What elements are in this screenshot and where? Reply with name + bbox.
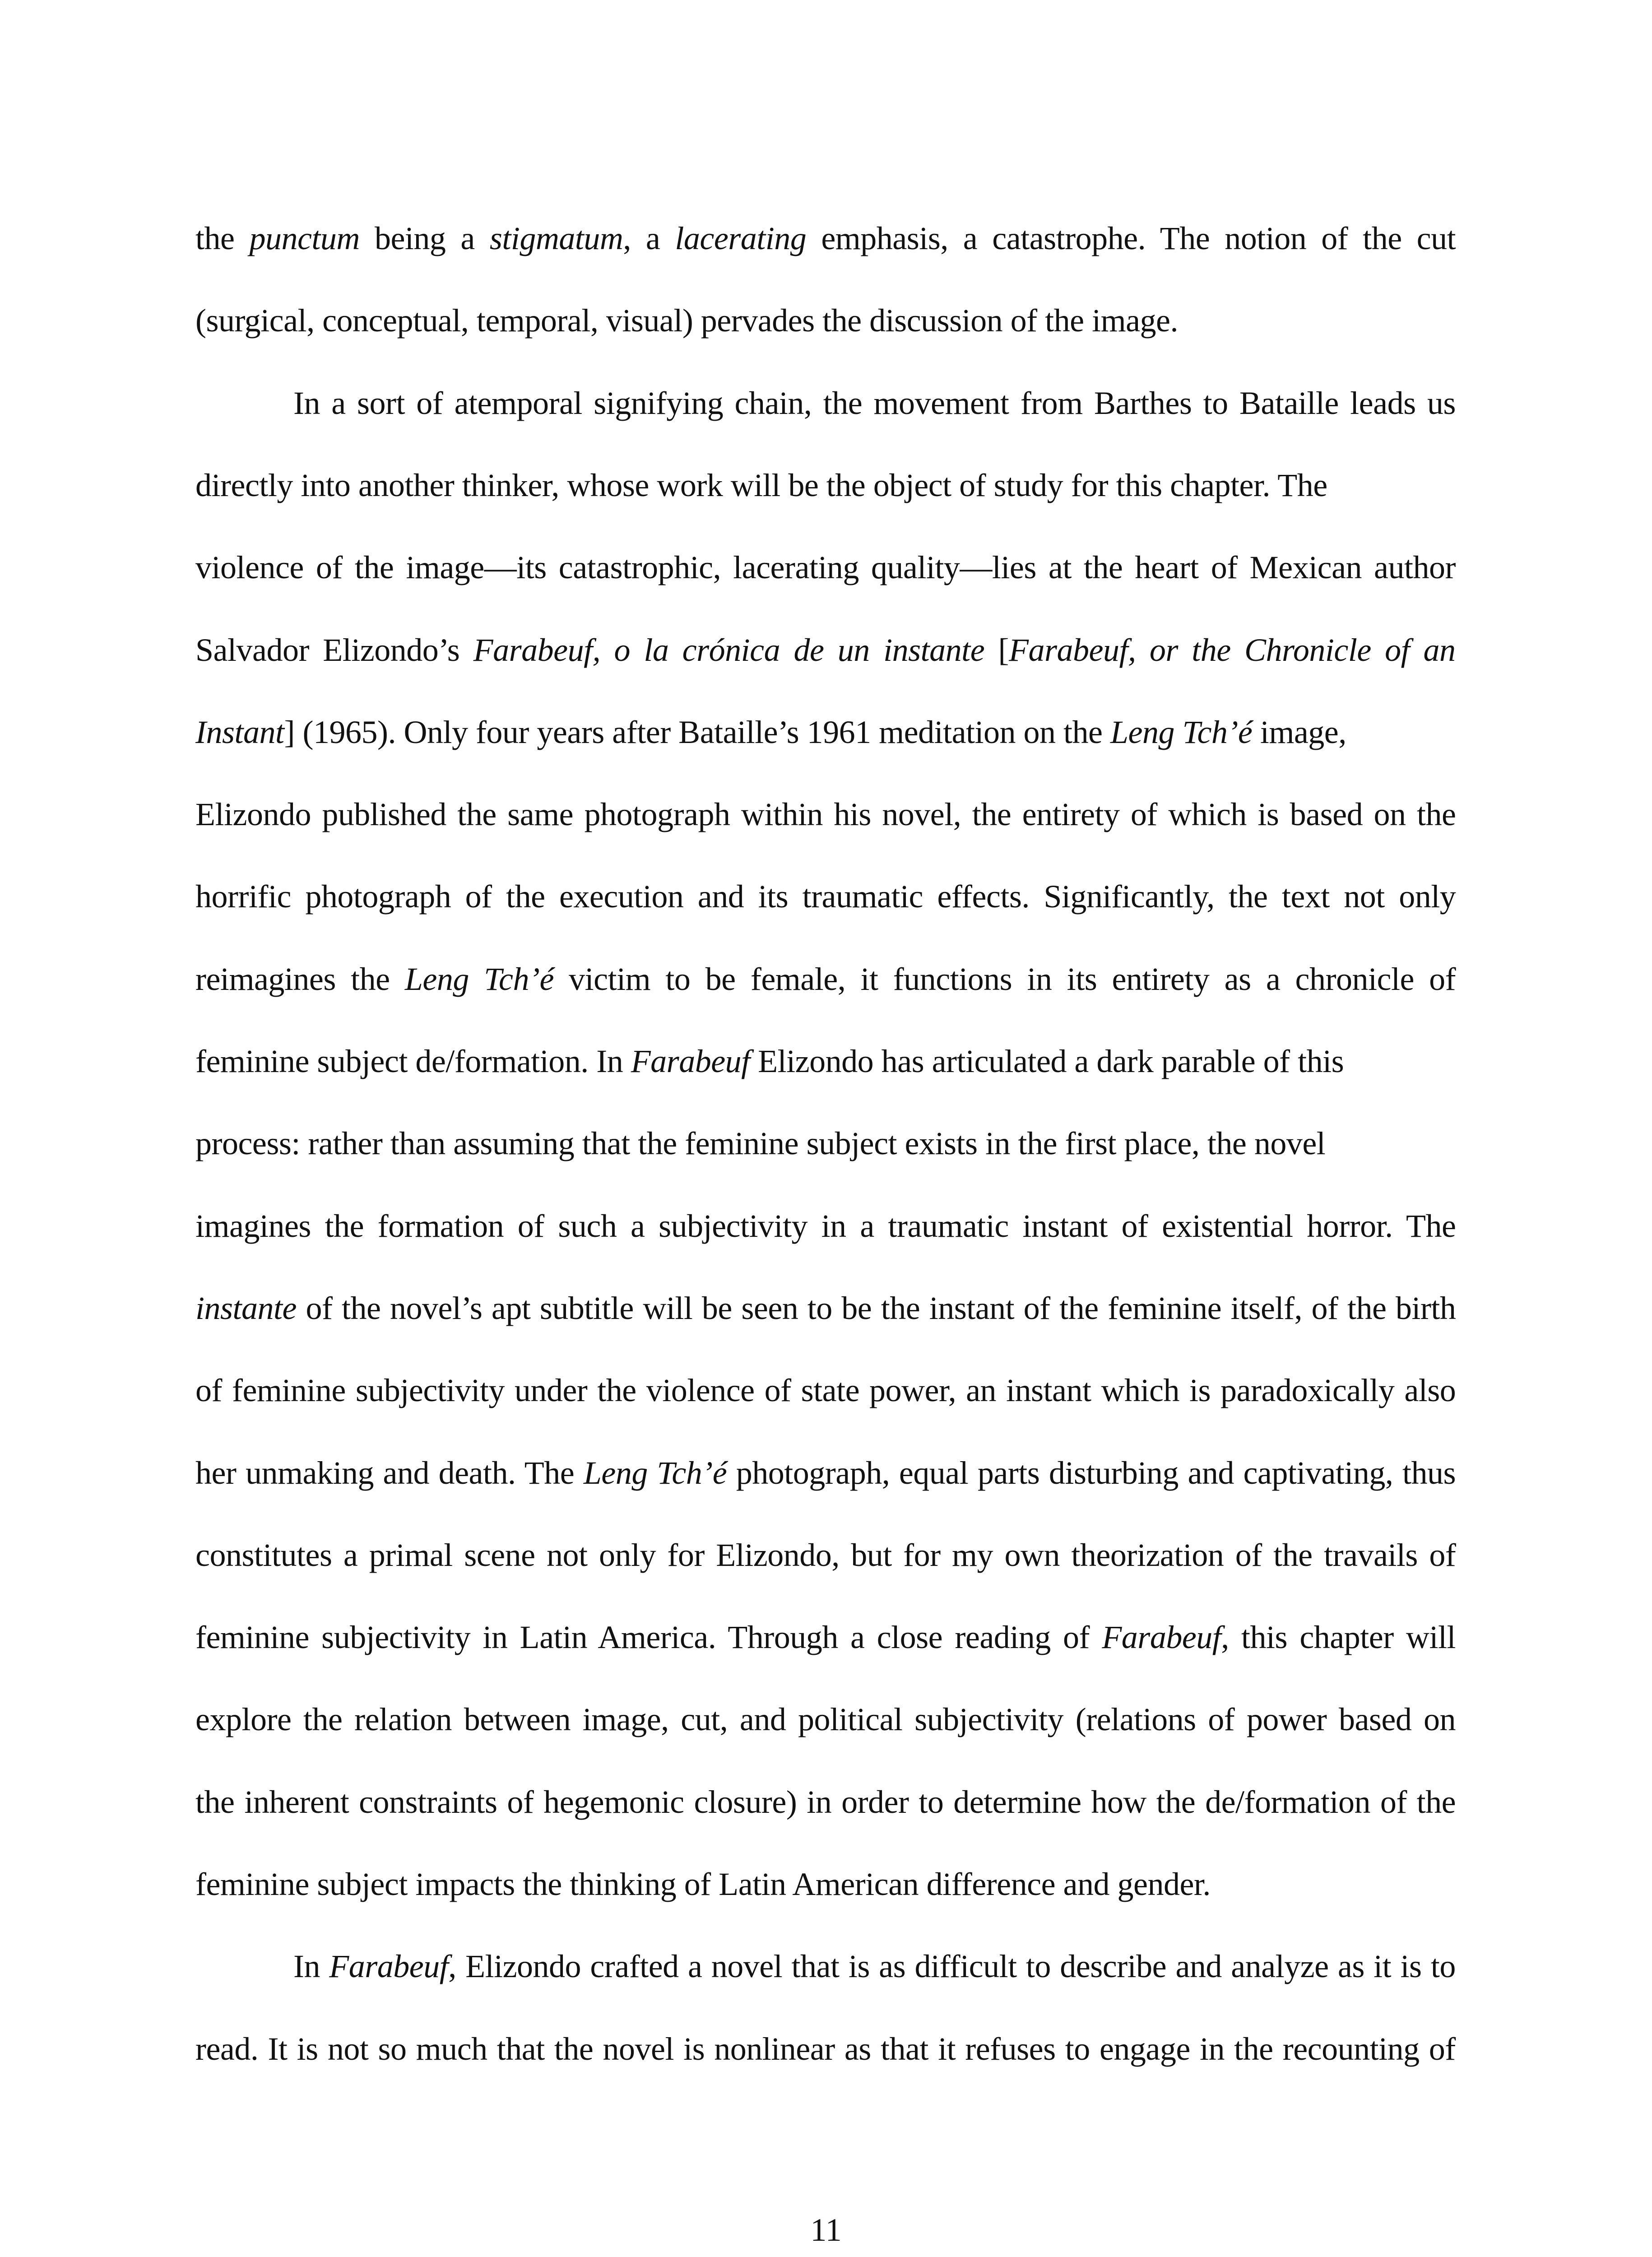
- text-segment: photograph, equal parts disturbing and captivating, thus: [727, 1455, 1456, 1491]
- text-line: [195, 1697, 1456, 1742]
- text-segment: feminine subject de/formation. In: [195, 1043, 631, 1079]
- italic-text: Leng Tch’é: [1110, 714, 1253, 750]
- italic-text: Farabeuf, o la crónica de un instante: [473, 632, 985, 668]
- text-segment: of the novel’s apt subtitle will be seen to be the instant of the feminine itself, of the birth: [297, 1290, 1456, 1326]
- italic-text: Leng Tch’é: [404, 961, 554, 997]
- text-segment: feminine subject impacts the thinking of Latin American difference and gender.: [195, 1866, 1211, 1902]
- text-segment: read. It is not so much that the novel is nonlinear as that it refuses to engage in the recounting of: [195, 2031, 1456, 2067]
- text-segment: Elizondo has articulated a dark parable of this: [750, 1043, 1344, 1079]
- text-line: [293, 381, 1456, 426]
- text-segment: feminine subjectivity in Latin America. Through a close reading of: [195, 1619, 1102, 1655]
- text-line: [195, 298, 1178, 343]
- italic-text: Farabeuf: [1102, 1619, 1221, 1655]
- text-line: [195, 1450, 1456, 1495]
- text-segment: victim to be female, it functions in its entirety as a chronicle of: [553, 961, 1456, 997]
- italic-text: Leng Tch’é: [583, 1455, 727, 1491]
- text-line: [195, 216, 1456, 261]
- text-segment: the inherent constraints of hegemonic closure) in order to determine how the de/formation of the: [195, 1784, 1456, 1820]
- text-line: [195, 1533, 1456, 1578]
- text-segment: Elizondo published the same photograph within his novel, the entirety of which is based on the: [195, 796, 1456, 832]
- text-line: [195, 2026, 1456, 2071]
- text-segment: of feminine subjectivity under the violence of state power, an instant which is paradoxically also: [195, 1372, 1456, 1408]
- text-segment: , Elizondo crafted a novel that is as difficult to describe and analyze as it is to: [448, 1948, 1456, 1984]
- text-line: [195, 874, 1456, 919]
- text-segment: constitutes a primal scene not only for Elizondo, but for my own theorization of the travails of: [195, 1537, 1456, 1573]
- text-line: [195, 1862, 1211, 1907]
- text-segment: , this chapter will: [1221, 1619, 1456, 1655]
- italic-text: Farabeuf, or the Chronicle of an: [1009, 632, 1456, 668]
- text-segment: violence of the image—its catastrophic, lacerating quality—lies at the heart of Mexican author: [195, 549, 1456, 585]
- text-segment: explore the relation between image, cut, and political subjectivity (relations of power based on: [195, 1701, 1456, 1737]
- text-line: [195, 1615, 1456, 1660]
- text-line: [195, 957, 1456, 1002]
- text-line: [195, 545, 1456, 590]
- text-line: [195, 627, 1456, 673]
- text-segment: , a: [623, 220, 675, 256]
- italic-text: punctum: [249, 220, 360, 256]
- text-segment: horrific photograph of the execution and its traumatic effects. Significantly, the text not only: [195, 878, 1456, 915]
- italic-text: lacerating: [675, 220, 807, 256]
- text-line: [195, 1203, 1456, 1249]
- text-segment: Salvador Elizondo’s: [195, 632, 473, 668]
- italic-text: stigmatum: [489, 220, 623, 256]
- text-line: [293, 1944, 1456, 1989]
- text-line: [195, 1779, 1456, 1825]
- text-segment: process: rather than assuming that the feminine subject exists in the first place, the novel: [195, 1125, 1326, 1161]
- text-segment: (surgical, conceptual, temporal, visual) pervades the discussion of the image.: [195, 302, 1179, 339]
- text-segment: emphasis, a catastrophe. The notion of the cut: [806, 220, 1456, 256]
- text-line: [195, 1368, 1456, 1413]
- text-line: [195, 1039, 1344, 1084]
- text-segment: ] (1965). Only four years after Bataille’s 1961 meditation on the: [284, 714, 1111, 750]
- text-segment: [: [984, 632, 1009, 668]
- text-segment: directly into another thinker, whose work will be the object of study for this chapter. The: [195, 467, 1327, 503]
- page-number: 11: [810, 2212, 842, 2248]
- text-segment: In a sort of atemporal signifying chain, the movement from Barthes to Bataille leads us: [293, 385, 1456, 421]
- text-line: [195, 710, 1346, 755]
- italic-text: Instant: [195, 714, 284, 750]
- italic-text: instante: [195, 1290, 297, 1326]
- text-line: [195, 792, 1456, 837]
- text-segment: her unmaking and death. The: [195, 1455, 584, 1491]
- text-line: [195, 463, 1327, 508]
- text-segment: In: [293, 1948, 329, 1984]
- text-line: [195, 1121, 1325, 1166]
- text-segment: image,: [1252, 714, 1346, 750]
- text-segment: reimagines the: [195, 961, 405, 997]
- text-segment: imagines the formation of such a subjectivity in a traumatic instant of existential horror. The: [195, 1208, 1456, 1244]
- italic-text: Farabeuf: [329, 1948, 449, 1984]
- text-segment: being a: [359, 220, 490, 256]
- text-line: [195, 1286, 1456, 1331]
- text-segment: the: [195, 220, 250, 256]
- italic-text: Farabeuf: [631, 1043, 750, 1079]
